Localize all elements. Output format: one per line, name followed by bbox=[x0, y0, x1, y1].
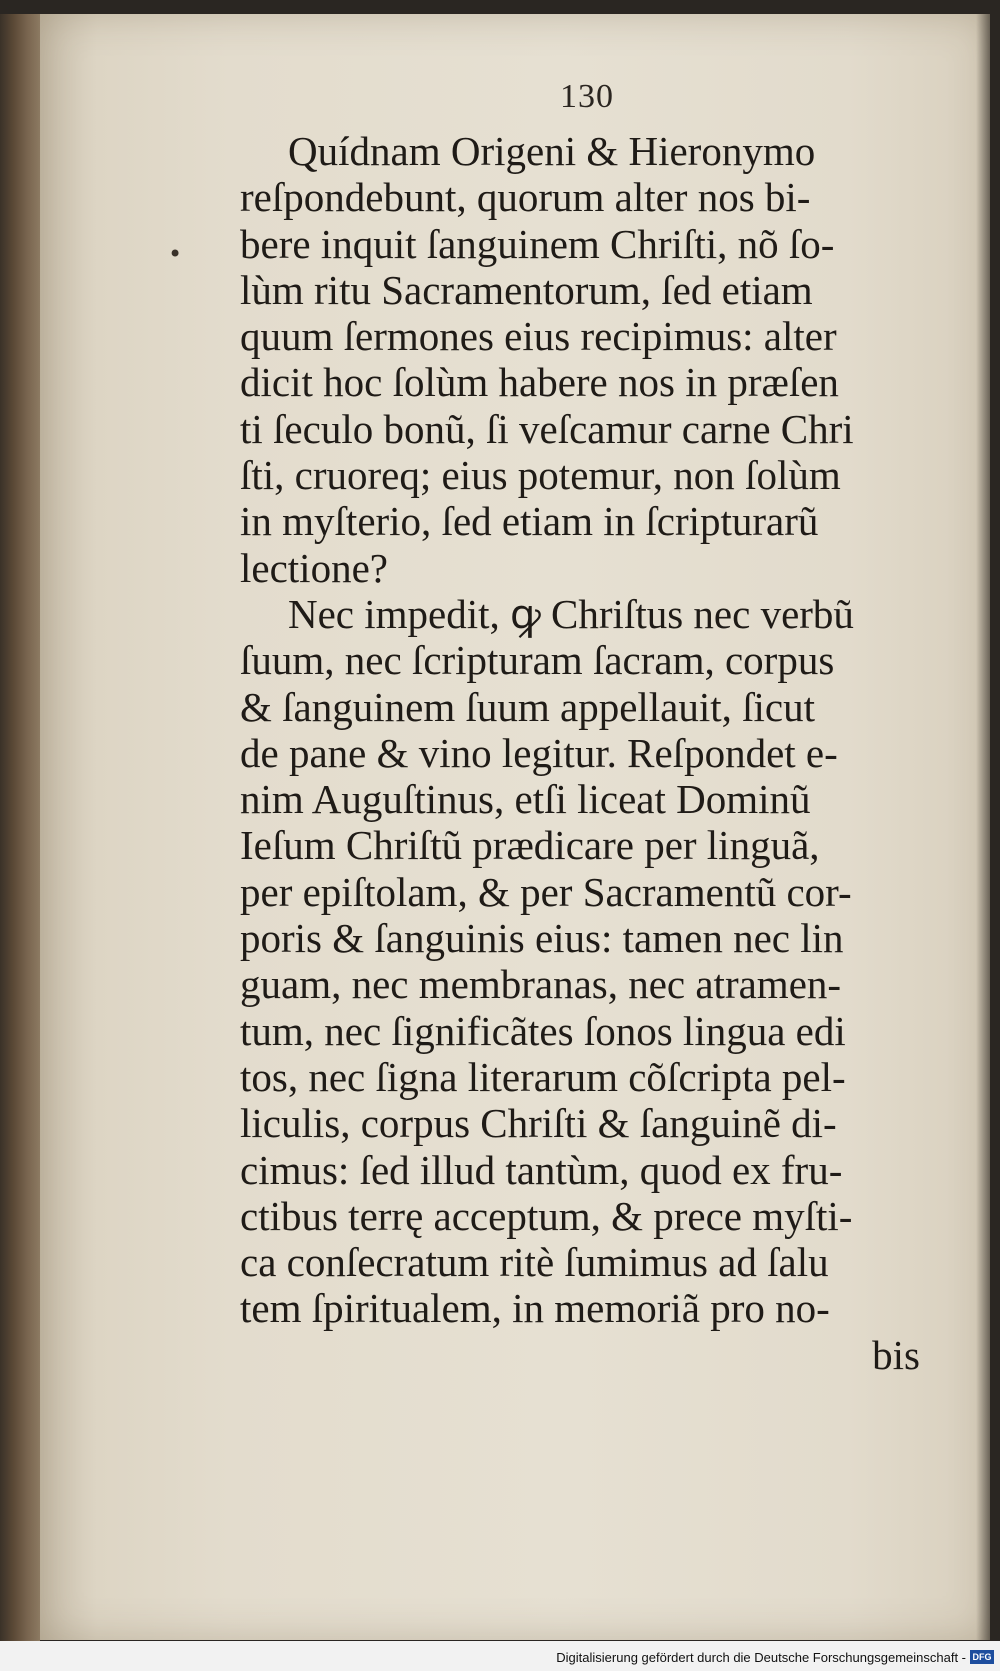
text-line: Ieſum Chriſtũ prædicare per linguã, bbox=[240, 822, 820, 869]
dfg-logo: DFG bbox=[970, 1650, 994, 1664]
text-line: dicit hoc ſolùm habere nos in præſen bbox=[240, 359, 839, 406]
text-line: Quídnam Origeni & Hieronymo bbox=[288, 128, 816, 174]
text-line: tem ſpiritualem, in memoriã pro no- bbox=[240, 1285, 830, 1332]
text-line: cimus: ſed illud tantùm, quod ex fru- bbox=[240, 1146, 843, 1193]
text-line: quum ſermones eius recipimus: alter bbox=[240, 313, 837, 360]
text-line: poris & ſanguinis eius: tamen nec lin bbox=[240, 915, 844, 962]
text-line: reſpondebunt, quorum alter nos bi- bbox=[240, 174, 811, 221]
text-line: lùm ritu Sacramentorum, ſed etiam bbox=[240, 266, 813, 313]
book-binding-edge bbox=[0, 14, 40, 1644]
text-line: per epiſtolam, & per Sacramentũ cor- bbox=[240, 868, 852, 915]
text-line: Nec impedit, ꝙ Chriſtus nec verbũ bbox=[288, 590, 854, 637]
text-line: & ſanguinem ſuum appellauit, ſicut bbox=[240, 683, 816, 730]
text-line: nim Auguſtinus, etſi liceat Dominũ bbox=[240, 776, 811, 823]
footer-credit: Digitalisierung gefördert durch die Deutsche Forschungsgemeinschaft - bbox=[556, 1650, 966, 1665]
text-line: de pane & vino legitur. Reſpondet e- bbox=[240, 729, 838, 776]
text-line: ctibus terrę acceptum, & prece myſti- bbox=[240, 1192, 853, 1239]
text-line: tos, nec ſigna literarum cõſcripta pel- bbox=[240, 1053, 846, 1100]
footer-bar bbox=[0, 1641, 1000, 1671]
page-number: 130 bbox=[560, 78, 614, 115]
text-line: bis bbox=[872, 1331, 920, 1378]
page-text-block bbox=[240, 128, 920, 1378]
text-line: bere inquit ſanguinem Chriſti, nõ ſo- bbox=[240, 220, 835, 267]
text-line: in myſterio, ſed etiam in ſcripturarũ bbox=[240, 498, 819, 545]
margin-mark: • bbox=[168, 240, 183, 268]
text-line: lectione? bbox=[240, 544, 388, 591]
text-line: tum, nec ſignificãtes ſonos lingua edi bbox=[240, 1007, 846, 1054]
text-line: ſuum, nec ſcripturam ſacram, corpus bbox=[240, 637, 835, 684]
text-line: ca conſecratum ritè ſumimus ad ſalu bbox=[240, 1239, 829, 1286]
text-line: ſti, cruoreq; eius potemur, non ſolùm bbox=[240, 452, 841, 499]
text-line: guam, nec membranas, nec atramen- bbox=[240, 961, 842, 1008]
text-line: ti ſeculo bonũ, ſi veſcamur carne Chri bbox=[240, 405, 854, 452]
page-edge-shadow bbox=[976, 14, 990, 1640]
text-line: liculis, corpus Chriſti & ſanguinẽ di- bbox=[240, 1100, 837, 1147]
